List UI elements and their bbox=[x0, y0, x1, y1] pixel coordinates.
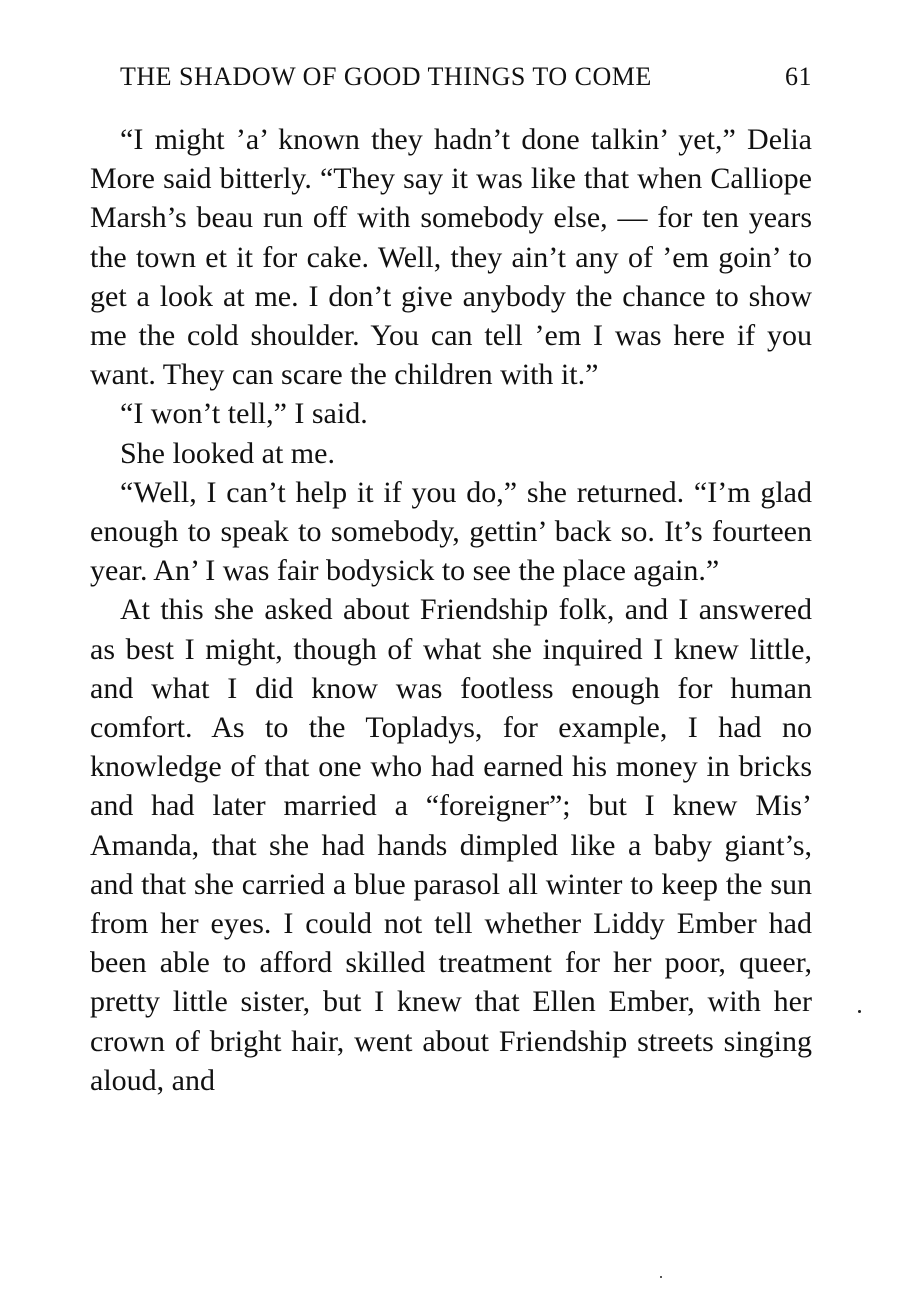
chapter-title: THE SHADOW OF GOOD THINGS TO COME bbox=[120, 62, 652, 91]
paragraph-4: “Well, I can’t help it if you do,” she returned. “I’m glad enough to speak to somebody, gettin’ back so. It’s fourteen year. An’ I was fair bodysick to see the place again.” bbox=[90, 475, 812, 588]
scan-speck bbox=[660, 1276, 662, 1278]
paragraph-1: “I might ’a’ known they hadn’t done talkin’ yet,” Delia More said bitterly. “They say it was like that when Calliope Marsh’s beau run off with somebody else, — for ten years the town et it for cake. Well, they ain’t any of ’em goin’ to get a look at me. I don’t give anybody the chance to show me the cold shoulder. You can tell ’em I was here if you want. They can scare the children with it.” bbox=[90, 123, 812, 392]
body-text bbox=[90, 120, 812, 1100]
paragraph-2: “I won’t tell,” I said. bbox=[120, 397, 368, 431]
scan-speck bbox=[858, 1010, 861, 1013]
book-page bbox=[90, 62, 812, 1100]
running-head bbox=[90, 62, 812, 92]
page-number: 61 bbox=[785, 62, 812, 91]
paragraph-3: She looked at me. bbox=[120, 436, 335, 470]
paragraph-5: At this she asked about Friendship folk, and I answered as best I might, though of what she inquired I knew little, and what I did know was footless enough for human comfort. As to the Topladys, for example, I had no knowledge of that one who had earned his money in bricks and had later married a “foreigner”; but I knew Mis’ Amanda, that she had hands dimpled like a baby giant’s, and that she carried a blue parasol all winter to keep the sun from her eyes. I could not tell whether Liddy Ember had been able to afford skilled treatment for her poor, queer, pretty little sister, but I knew that Ellen Ember, with her crown of bright hair, went about Friendship streets singing aloud, and bbox=[90, 593, 812, 1097]
